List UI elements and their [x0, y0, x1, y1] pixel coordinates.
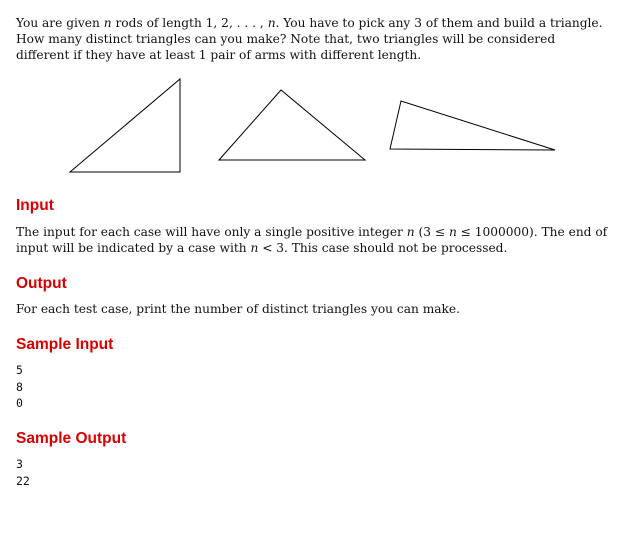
- scalene-triangle: [390, 101, 555, 150]
- sample-input-block: [16, 362, 23, 412]
- variable-n: n: [267, 16, 276, 30]
- sample-output-block: [16, 456, 30, 489]
- sample-output-line: 22: [16, 473, 30, 488]
- right-triangle: [70, 79, 180, 172]
- output-description: For each test case, print the number of distinct triangles you can make.: [16, 302, 460, 316]
- sample-input-line: 8: [16, 379, 23, 394]
- obtuse-triangle: [219, 90, 365, 160]
- sample-output-line: 3: [16, 457, 23, 471]
- problem-statement: You are given n rods of length 1, 2, . . . , n. You have to pick any 3 of them and build a triangle. How many distinct triangles can you make? Note that, two triangles will be considered different if they have at least 1 pair of arms with different length.: [16, 16, 603, 62]
- triangles-figure: [0, 0, 624, 200]
- input-heading: Input: [16, 197, 54, 214]
- sample-input-line: 5: [16, 363, 23, 377]
- variable-n: n: [103, 16, 112, 30]
- sample-input-line: 0: [16, 396, 23, 410]
- output-heading: Output: [16, 275, 67, 292]
- sample-output-heading: Sample Output: [16, 430, 127, 447]
- input-description: The input for each case will have only a single positive integer n (3 ≤ n ≤ 1000000). The end of input will be indicated by a case with n < 3. This case should not be processed.: [16, 225, 608, 255]
- sample-input-heading: Sample Input: [16, 336, 114, 353]
